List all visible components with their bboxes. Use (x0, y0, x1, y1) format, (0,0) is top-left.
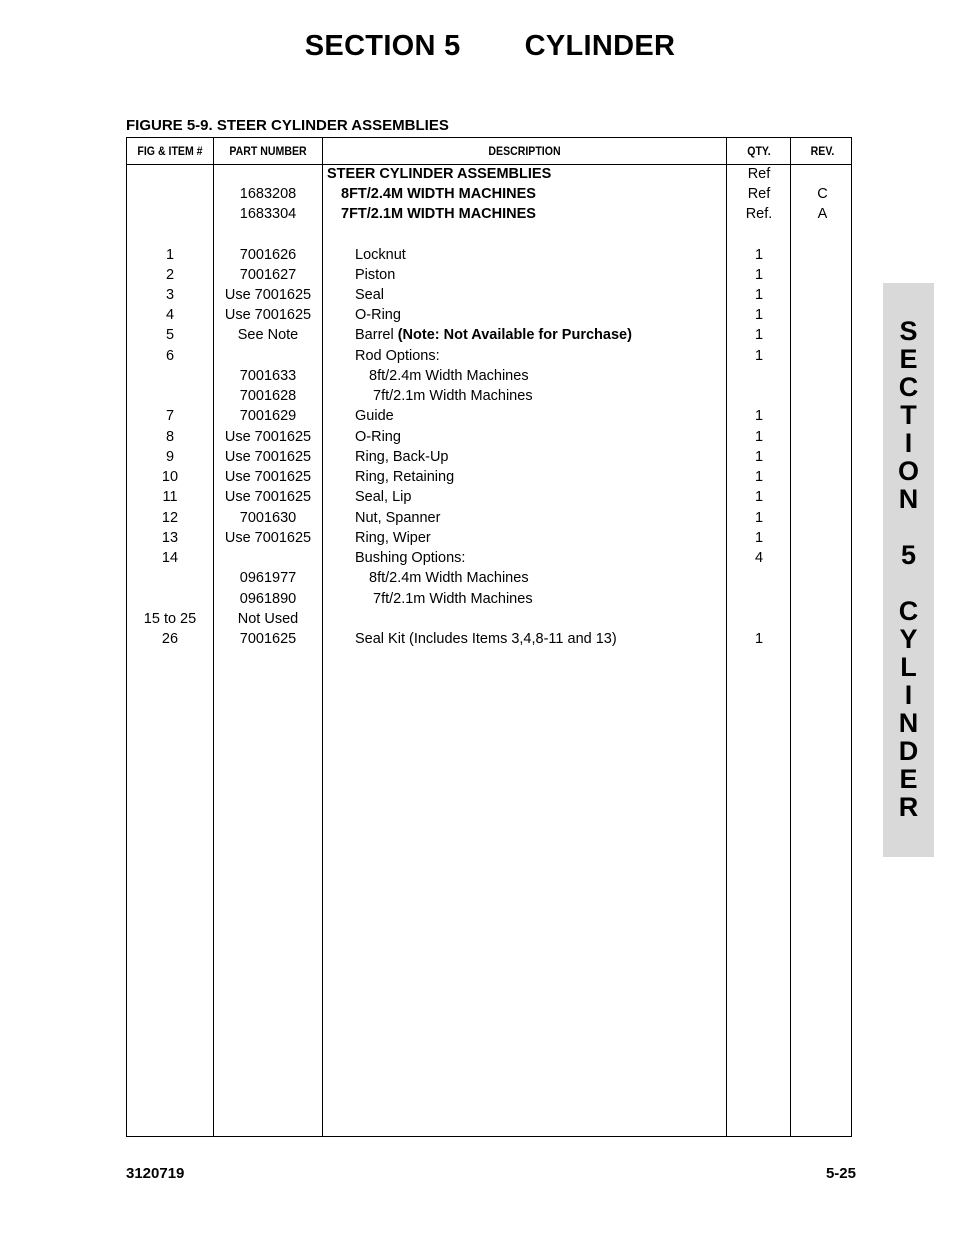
qty-cell: 1 (754, 449, 764, 465)
table-row (127, 548, 851, 568)
qty-cell: 1 (754, 287, 764, 303)
qty-cell: 1 (754, 327, 764, 343)
description-text: STEER CYLINDER ASSEMBLIES (327, 166, 552, 182)
side-tab-letter: N (898, 708, 919, 738)
description-cell (323, 245, 758, 265)
description-text: 8ft/2.4m Width Machines (369, 368, 529, 384)
fig-item-cell (127, 366, 213, 386)
qty-cell (727, 568, 791, 588)
description-text: Ring, Back-Up (355, 449, 449, 465)
table-row (127, 305, 851, 325)
rev-cell (792, 589, 853, 609)
table-row (127, 366, 851, 386)
description-cell (323, 305, 758, 325)
qty-cell (727, 366, 791, 386)
qty-cell: 1 (754, 247, 764, 263)
description-cell (323, 204, 744, 224)
description-cell (323, 609, 758, 629)
table-row (127, 204, 851, 224)
fig-item-cell: 15 to 25 (143, 611, 197, 627)
fig-item-cell: 1 (165, 247, 175, 263)
fig-item-cell: 12 (161, 510, 179, 526)
qty-cell: 1 (754, 469, 764, 485)
qty-cell: 4 (754, 550, 764, 566)
fig-item-cell (127, 386, 213, 406)
table-row (127, 325, 851, 345)
table-row (127, 528, 851, 548)
part-number-cell: 1683304 (239, 206, 297, 222)
qty-cell: 1 (754, 408, 764, 424)
side-tab-letter: S (899, 316, 918, 346)
description-cell (323, 265, 758, 285)
page-title (0, 30, 954, 63)
fig-item-cell: 13 (161, 530, 179, 546)
header-rev: REV. (810, 144, 835, 158)
rev-cell: C (817, 186, 828, 202)
table-row (127, 609, 851, 629)
fig-item-cell (127, 589, 213, 609)
qty-cell (727, 609, 791, 629)
table-row (127, 629, 851, 649)
header-fig-item: FIG & ITEM # (137, 144, 203, 158)
description-text: Rod Options: (355, 348, 440, 364)
side-tab-letter: 5 (900, 540, 917, 570)
side-tab-letter: L (900, 652, 917, 682)
qty-cell (727, 589, 791, 609)
qty-cell: 1 (754, 429, 764, 445)
description-text: Nut, Spanner (355, 510, 441, 526)
part-number-cell: 7001625 (239, 631, 297, 647)
description-cell (323, 325, 758, 345)
qty-cell: Ref (747, 186, 771, 202)
description-cell (323, 548, 758, 568)
description-text: 8FT/2.4M WIDTH MACHINES (341, 186, 536, 202)
description-text: Barrel (355, 327, 394, 343)
table-row (127, 589, 851, 609)
rev-cell (792, 265, 853, 285)
fig-item-cell (127, 164, 213, 184)
part-number-cell: 7001626 (239, 247, 297, 263)
header-description: DESCRIPTION (488, 144, 561, 158)
section-side-tab (883, 283, 934, 857)
side-tab-letter: N (898, 484, 919, 514)
part-number-cell (214, 164, 322, 184)
description-cell (323, 366, 772, 386)
part-number-cell: 0961977 (239, 570, 297, 586)
part-number-cell: 1683208 (239, 186, 297, 202)
side-tab-letter: T (900, 400, 917, 430)
fig-item-cell: 8 (165, 429, 175, 445)
description-text: 7ft/2.1m Width Machines (373, 591, 533, 607)
description-text: Seal, Lip (355, 489, 412, 505)
qty-cell: 1 (754, 631, 764, 647)
rev-cell (792, 285, 853, 305)
table-row (127, 265, 851, 285)
rev-cell (792, 568, 853, 588)
table-row (127, 508, 851, 528)
rev-cell (792, 487, 853, 507)
side-tab-letter: E (899, 764, 918, 794)
part-number-cell: Not Used (237, 611, 299, 627)
page-number: 5-25 (825, 1165, 856, 1182)
side-tab-letter: Y (899, 624, 918, 654)
part-number-cell: 7001629 (239, 408, 297, 424)
fig-item-cell: 9 (165, 449, 175, 465)
side-tab-letter: I (904, 680, 913, 710)
side-tab-spacer (883, 513, 934, 541)
description-text: 8ft/2.4m Width Machines (369, 570, 529, 586)
rev-cell (792, 366, 853, 386)
rev-cell (792, 386, 853, 406)
qty-cell: 1 (754, 348, 764, 364)
description-cell (323, 346, 758, 366)
parts-table (126, 137, 852, 1137)
table-row (127, 184, 851, 204)
part-number-cell: Use 7001625 (224, 307, 312, 323)
rev-cell (792, 346, 853, 366)
description-cell (323, 427, 758, 447)
table-header (127, 138, 851, 165)
rev-cell (792, 508, 853, 528)
fig-item-cell (127, 204, 213, 224)
table-row (127, 447, 851, 467)
table-row (127, 386, 851, 406)
figure-caption: FIGURE 5-9. STEER CYLINDER ASSEMBLIES (126, 117, 449, 134)
fig-item-cell: 10 (161, 469, 179, 485)
rev-cell (792, 467, 853, 487)
part-number-cell (214, 548, 322, 568)
table-row (127, 568, 851, 588)
rev-cell (792, 245, 853, 265)
fig-item-cell: 3 (165, 287, 175, 303)
description-note: (Note: Not Available for Purchase) (393, 327, 632, 343)
rev-cell (792, 427, 853, 447)
table-row (127, 487, 851, 507)
part-number-cell (214, 346, 322, 366)
qty-cell: 1 (754, 489, 764, 505)
side-tab-letter: O (897, 456, 919, 486)
part-number-cell: Use 7001625 (224, 429, 312, 445)
fig-item-cell: 7 (165, 408, 175, 424)
rev-cell (792, 609, 853, 629)
part-number-cell: 7001627 (239, 267, 297, 283)
side-tab-letter: C (898, 372, 919, 402)
fig-item-cell: 2 (165, 267, 175, 283)
description-cell (323, 487, 758, 507)
header-qty: QTY. (747, 144, 771, 158)
side-tab-letter: E (899, 344, 918, 374)
qty-cell: Ref (747, 166, 771, 182)
description-cell (323, 629, 758, 649)
description-cell (323, 447, 758, 467)
description-cell (323, 406, 758, 426)
description-text: O-Ring (355, 429, 401, 445)
table-row (127, 285, 851, 305)
section-name: CYLINDER (524, 30, 676, 62)
rev-cell (792, 406, 853, 426)
fig-item-cell (127, 184, 213, 204)
description-text: Bushing Options: (355, 550, 466, 566)
fig-item-cell: 11 (162, 489, 178, 505)
part-number-cell: 0961890 (239, 591, 297, 607)
part-number-cell: 7001628 (239, 388, 297, 404)
part-number-cell: 7001630 (239, 510, 297, 526)
description-text: Guide (355, 408, 394, 424)
rev-cell (792, 305, 853, 325)
side-tab-spacer (883, 569, 934, 597)
side-tab-letters (883, 317, 934, 821)
description-cell (323, 508, 758, 528)
description-text: 7ft/2.1m Width Machines (373, 388, 533, 404)
part-number-cell: 7001633 (239, 368, 297, 384)
description-cell (323, 568, 772, 588)
qty-cell: 1 (754, 530, 764, 546)
part-number-cell: Use 7001625 (224, 287, 312, 303)
part-number-cell: See Note (237, 327, 299, 343)
rev-cell (792, 629, 853, 649)
rev-cell (792, 447, 853, 467)
rev-cell (792, 325, 853, 345)
table-row (127, 245, 851, 265)
description-cell (323, 184, 744, 204)
fig-item-cell: 5 (165, 327, 175, 343)
part-number-cell: Use 7001625 (224, 449, 312, 465)
rev-cell (792, 528, 853, 548)
qty-cell: Ref. (745, 206, 773, 222)
header-part-number: PART NUMBER (229, 144, 307, 158)
qty-cell: 1 (754, 510, 764, 526)
side-tab-letter: C (898, 596, 919, 626)
rev-cell (792, 548, 853, 568)
side-tab-letter: R (898, 792, 919, 822)
description-cell (323, 164, 730, 184)
side-tab-letter: I (904, 428, 913, 458)
part-number-cell: Use 7001625 (224, 469, 312, 485)
description-text: Seal Kit (Includes Items 3,4,8-11 and 13) (355, 631, 617, 647)
description-text: Ring, Wiper (355, 530, 431, 546)
qty-cell: 1 (754, 267, 764, 283)
table-row (127, 406, 851, 426)
description-text: Piston (355, 267, 396, 283)
part-number-cell: Use 7001625 (224, 489, 312, 505)
fig-item-cell: 6 (165, 348, 175, 364)
fig-item-cell: 4 (165, 307, 175, 323)
table-row (127, 467, 851, 487)
description-cell (323, 285, 758, 305)
description-text: Seal (355, 287, 385, 303)
fig-item-cell (127, 568, 213, 588)
table-row (127, 164, 851, 184)
description-text: 7FT/2.1M WIDTH MACHINES (341, 206, 536, 222)
side-tab-letter: D (898, 736, 919, 766)
description-text: Ring, Retaining (355, 469, 455, 485)
description-cell (323, 467, 758, 487)
description-text: Locknut (355, 247, 406, 263)
description-cell (323, 528, 758, 548)
qty-cell (727, 386, 791, 406)
fig-item-cell: 14 (161, 550, 179, 566)
description-text: O-Ring (355, 307, 401, 323)
qty-cell: 1 (754, 307, 764, 323)
table-row (127, 427, 851, 447)
fig-item-cell: 26 (161, 631, 179, 647)
section-label: SECTION 5 (304, 30, 461, 62)
table-row (127, 346, 851, 366)
part-number-cell: Use 7001625 (224, 530, 312, 546)
description-cell (323, 386, 776, 406)
description-cell (323, 589, 776, 609)
rev-cell: A (817, 206, 828, 222)
rev-cell (792, 164, 853, 184)
document-number: 3120719 (126, 1165, 185, 1182)
